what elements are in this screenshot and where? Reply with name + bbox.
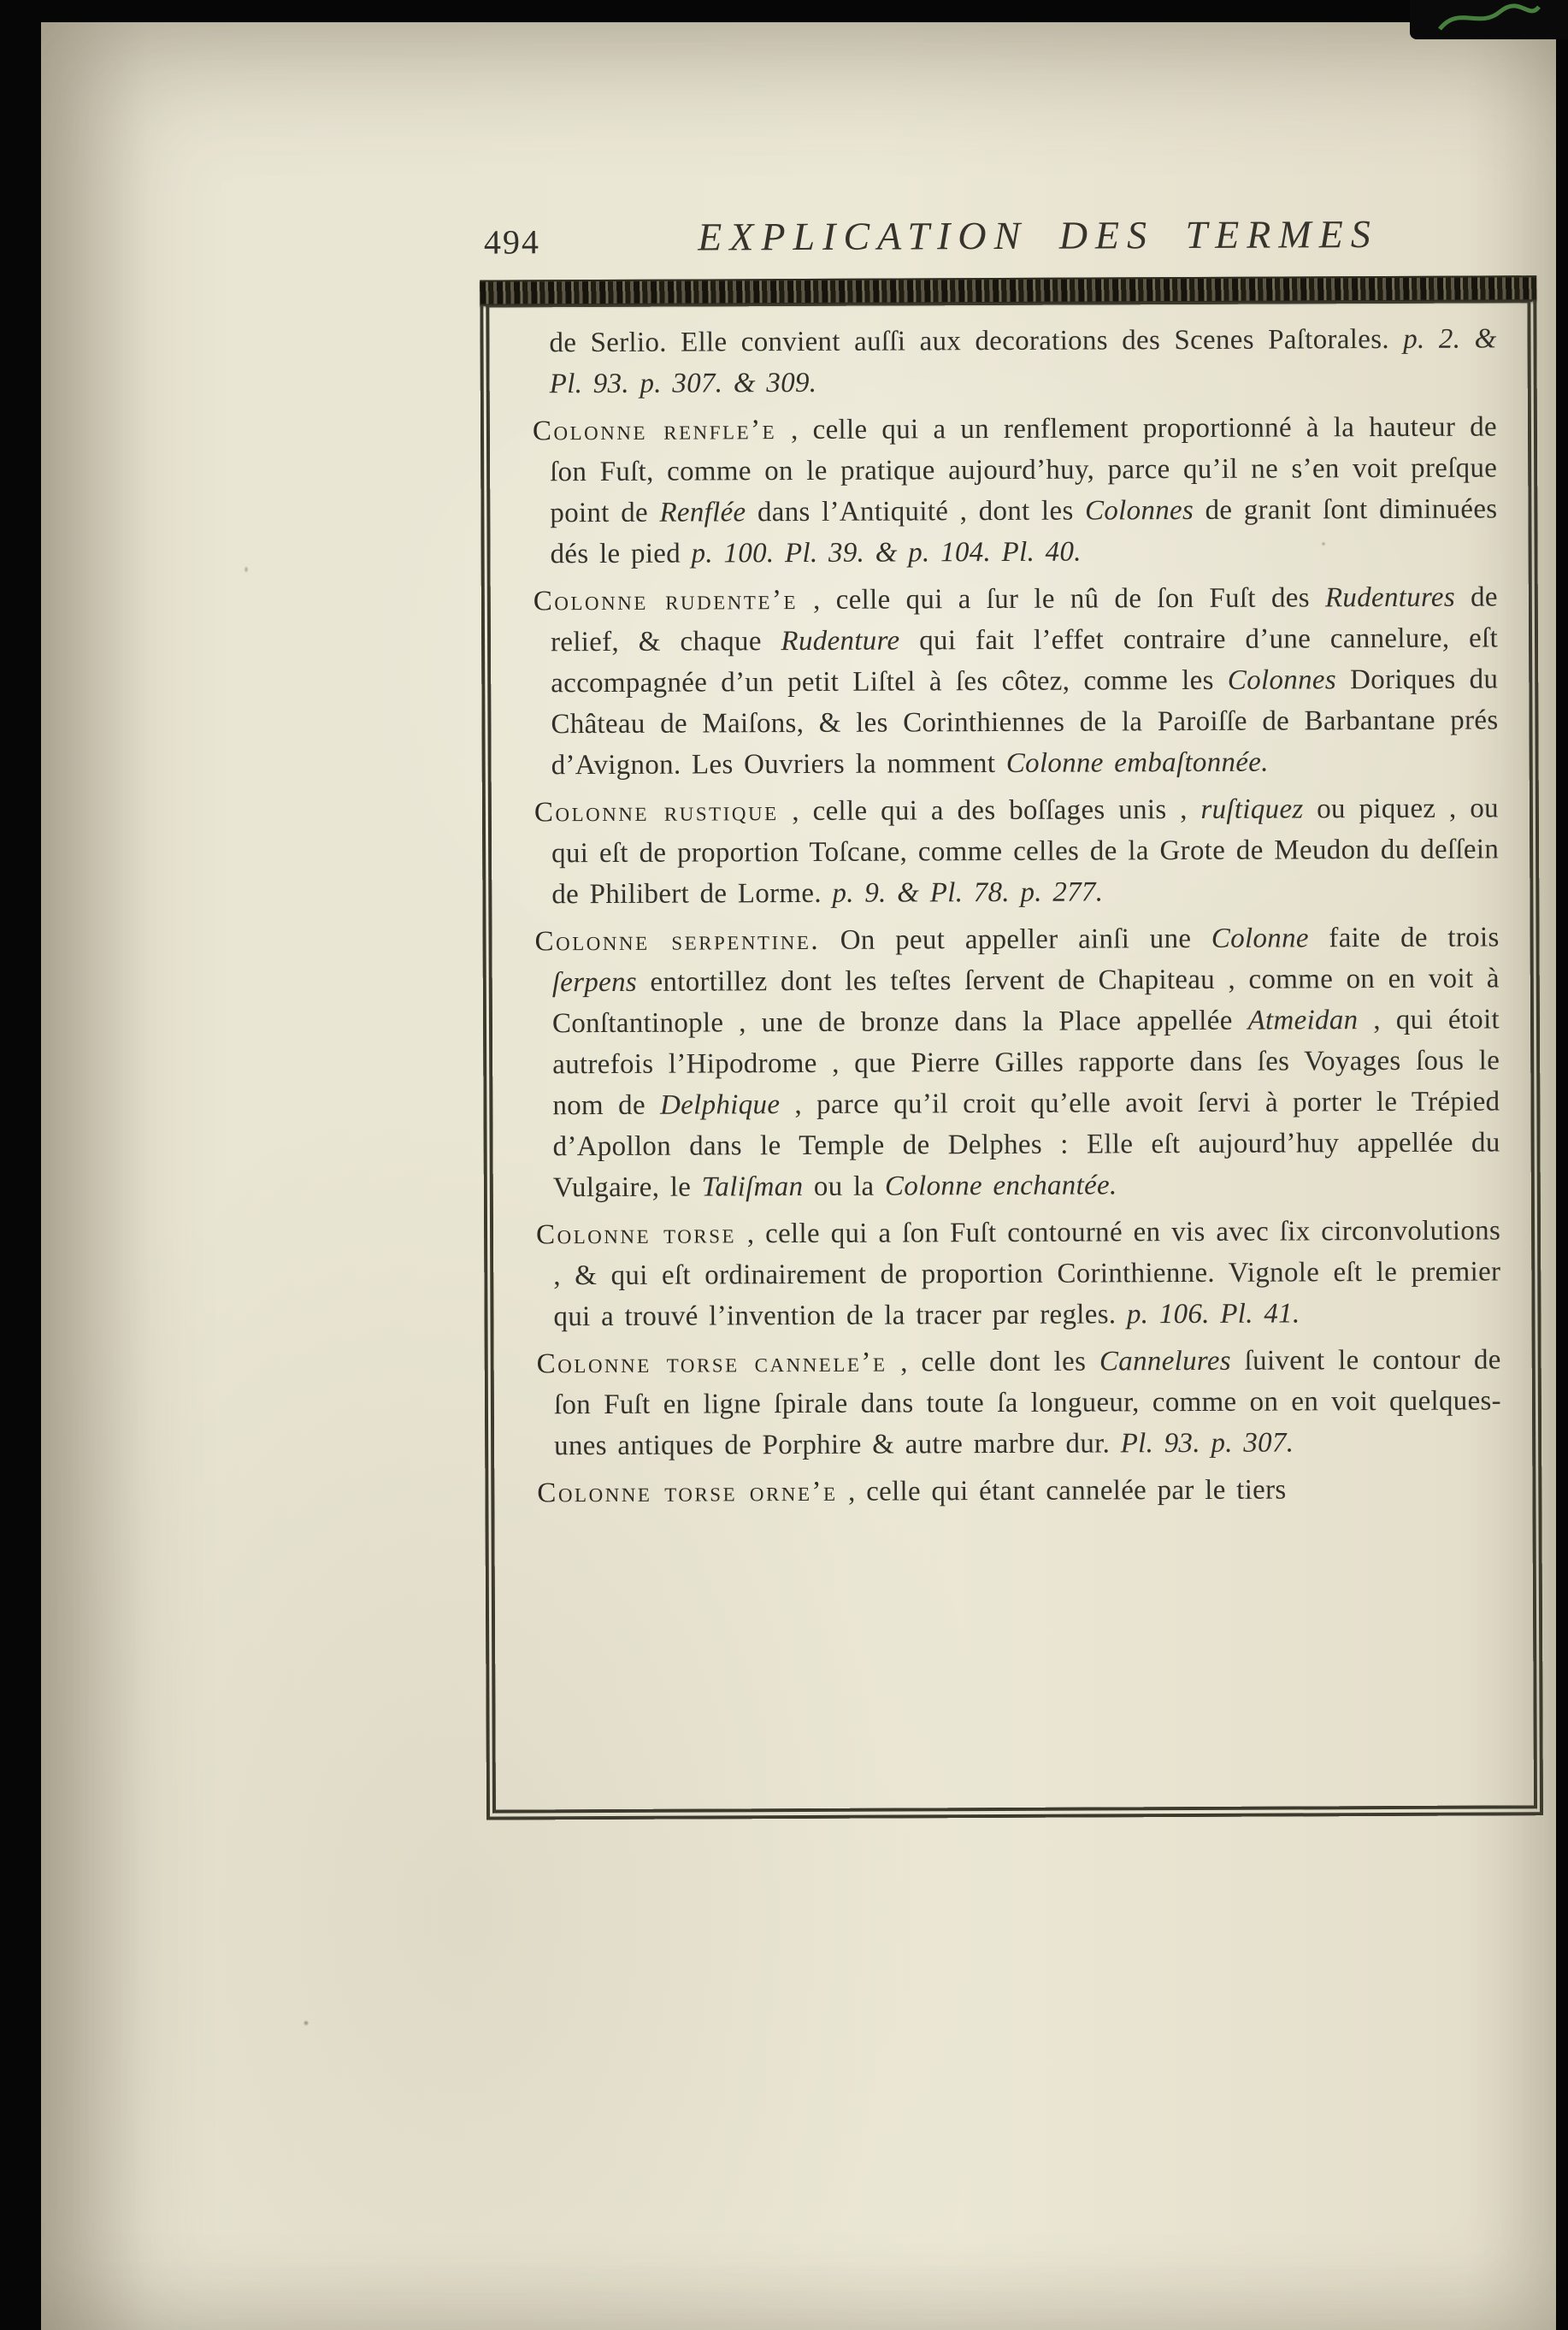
entry-text: p. 9. & Pl. 78. p. 277. [832, 876, 1104, 909]
entry-text: , qui étoit autrefois l’Hipodrome , que Pierre Gilles rapporte dans ſes Voyages ſous le nom de [552, 1004, 1500, 1122]
entry-text: faite de trois [1308, 922, 1500, 954]
entry-text: , celle qui étant cannelée par le tiers [837, 1474, 1287, 1507]
entry-text: entortillez dont les teſtes ſervent de Chapiteau , comme on en voit à Conſtantinople , une de bronze dans la Place appellée [551, 963, 1500, 1040]
continuation-paragraph [532, 318, 1496, 404]
dictionary-entry [537, 1339, 1502, 1466]
entry-headword: Colonne rudente’e [533, 585, 799, 617]
dictionary-entry [533, 576, 1499, 786]
pen-mark-icon [1433, 2, 1544, 38]
scan-corner-patch [1410, 0, 1568, 39]
entry-headword: Colonne torse orne’e [537, 1476, 838, 1509]
entry-text: Delphique [659, 1089, 781, 1121]
book-page [41, 22, 1556, 2330]
running-title: EXPLICATION DES TERMES [698, 212, 1378, 259]
entry-text: Rudentures [1324, 581, 1456, 614]
running-head [484, 210, 1532, 269]
entry-text: Colonne embaſtonnée. [1005, 746, 1269, 779]
entry-text: ou la [803, 1171, 886, 1202]
dictionary-entry [534, 917, 1500, 1208]
entry-text: ou piquez , ou qui eſt de proportion Toſcane, comme celles de la Grote de Meudon du deſſein de Philibert de Lorme. [551, 793, 1500, 911]
entry-headword: Colonne torse [535, 1218, 737, 1251]
entry-text: ruſtiquez [1200, 793, 1304, 825]
dictionary-entry [537, 1468, 1501, 1513]
entry-text: Colonnes [1084, 494, 1194, 527]
entry-text: Colonne [1211, 923, 1309, 954]
entry-text: Rudenture [781, 625, 900, 658]
entry-text: Colonne enchantée. [884, 1170, 1117, 1202]
entry-text: , celle qui a ſon Fuſt contourné en vis avec ſix circonvolutions , & qui eſt ordinairement de proportion Corinthienne. Vignole eſt le premier qui a trouvé l’invention de la tracer par regles. [553, 1215, 1501, 1333]
entry-text: de Serlio. Elle convient auſſi aux decorations des Scenes Paſtorales. [549, 323, 1404, 359]
entry-text: Colonnes [1227, 664, 1337, 696]
entry-text: dans l’Antiquité , dont les [746, 495, 1086, 528]
entry-headword: Colonne serpentine. [534, 924, 821, 958]
entry-text: p. 2. & Pl. 93. p. 307. & 309. [549, 323, 1497, 400]
entry-text: , celle dont les [887, 1346, 1100, 1378]
entry-headword: Colonne renfle’e [532, 415, 777, 447]
dictionary-entries [532, 318, 1501, 1513]
entry-text: p. 106. Pl. 41. [1126, 1298, 1300, 1330]
entry-headword: Colonne torse cannele’e [536, 1347, 887, 1380]
entry-text: de relief, & chaque [550, 581, 1498, 658]
entry-text: , celle qui a ſur le nû de ſon Fuſt des [797, 582, 1325, 616]
text-frame [480, 300, 1543, 1820]
page-content [39, 19, 1565, 2330]
entry-text: Doriques du Château de Maiſons, & les Corinthiennes de la Paroiſſe de Barbantane prés d’Avignon. Les Ouvriers la nomment [551, 664, 1499, 782]
entry-text: On peut appeller ainſi une [820, 923, 1211, 956]
entry-text: , celle qui a un renflement proportionné à la hauteur de ſon Fuſt, comme on le pratique aujourd’huy, parce qu’il ne s’en voit preſque point de [550, 411, 1498, 529]
dictionary-entry [536, 1210, 1501, 1337]
entry-text: , celle qui a des boſſages unis , [778, 793, 1201, 828]
dictionary-entry [533, 406, 1498, 575]
entry-text: Cannelures [1099, 1345, 1231, 1377]
entry-text: Renflée [659, 497, 746, 528]
entry-text: ſuivent le contour de ſon Fuſt en ligne ſpirale dans toute ſa longueur, comme on en voit quelques-unes antiques de Porphire & autre marbre dur. [553, 1344, 1502, 1462]
entry-text: qui fait l’effet contraire d’une cannelure, eſt accompagnée d’un petit Liſtel à ſes côtez, comme les [551, 622, 1499, 699]
entry-text: p. 100. Pl. 39. & p. 104. Pl. 40. [691, 536, 1082, 569]
entry-text: de granit ſont diminuées dés le pied [550, 493, 1498, 570]
entry-text: Pl. 93. p. 307. [1120, 1427, 1294, 1460]
page-number: 494 [483, 222, 541, 262]
entry-text: ſerpens [551, 966, 638, 999]
entry-text: Atmeidan [1247, 1005, 1359, 1036]
entry-headword: Colonne rustique [533, 796, 779, 829]
dictionary-entry [534, 787, 1500, 915]
entry-text: Taliſman [701, 1171, 804, 1203]
entry-text: , parce qu’il croit qu’elle avoit ſervi à porter le Trépied d’Apollon dans le Temple de Delphes : Elle eſt aujourd’huy appellée du Vulgaire, le [552, 1086, 1500, 1204]
